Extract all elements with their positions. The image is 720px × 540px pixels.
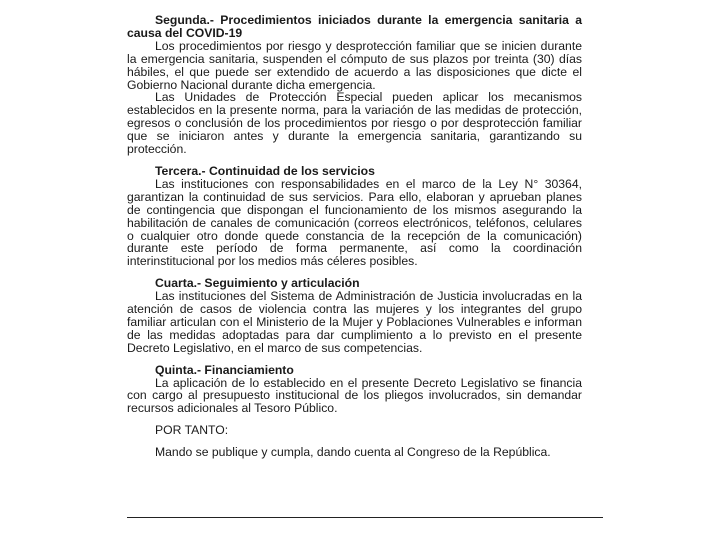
section-cuarta <box>127 277 582 354</box>
decree-text <box>127 14 582 459</box>
section-tercera <box>127 165 582 268</box>
section-heading-tercera: Tercera.- Continuidad de los servicios <box>155 163 375 178</box>
section-quinta <box>127 364 582 416</box>
section-quinta-paragraph: La aplicación de lo establecido en el presente Decreto Legislativo se financia con cargo al presupuesto institucional de los pliegos involucrados, sin demandar recursos adicionales al Tesoro Público. <box>127 375 582 416</box>
section-heading-cuarta: Cuarta.- Seguimiento y articulación <box>155 276 360 291</box>
bottom-rule <box>127 517 603 518</box>
section-tercera-paragraph: Las instituciones con responsabilidades en el marco de la Ley N° 30364, garantizan la continuidad de sus servicios. Para ello, elaboran y aprueban planes de contingencia que dispongan el funcionamiento de los mismos asegurando la habilitación de canales de comunicación (correos electrónicos, teléfonos, celulares o cualquier otro donde quede constancia de la recepción de la comunicación) durante este período de forma permanente, así como la coordinación interinstitucional por los medios más céleres posibles. <box>127 176 582 269</box>
section-cuarta-paragraph: Las instituciones del Sistema de Administración de Justicia involucradas en la atención de casos de violencia contra las mujeres y los integrantes del grupo familiar articulan con el Ministerio de la Mujer y Poblaciones Vulnerables e informan de las medidas adoptadas para dar cumplimiento a lo previsto en el presente Decreto Legislativo, en el marco de sus competencias. <box>127 289 582 355</box>
section-heading-quinta: Quinta.- Financiamiento <box>155 362 294 377</box>
section-heading-segunda: Segunda.- Procedimientos iniciados durante la emergencia sanitaria a causa del COVID-19 <box>127 13 582 40</box>
section-segunda-paragraph-2: Las Unidades de Protección Especial pueden aplicar los mecanismos establecidos en la presente norma, para la variación de las medidas de protección, egresos o conclusión de los procedimientos por riesgo o por desprotección familiar que se iniciaron antes y durante la emergencia sanitaria, garantizando su protección. <box>127 90 582 157</box>
section-segunda <box>127 14 582 156</box>
section-segunda-paragraph-1: Los procedimientos por riesgo y desprotección familiar que se inicien durante la emergencia sanitaria, suspenden el cómputo de sus plazos por treinta (30) días hábiles, el que puede ser extendido de acuerdo a las disposiciones que dicte el Gobierno Nacional durante dicha emergencia. <box>127 38 582 92</box>
por-tanto-label: POR TANTO: <box>155 423 229 438</box>
closing-paragraph: Mando se publique y cumpla, dando cuenta al Congreso de la República. <box>155 445 551 460</box>
